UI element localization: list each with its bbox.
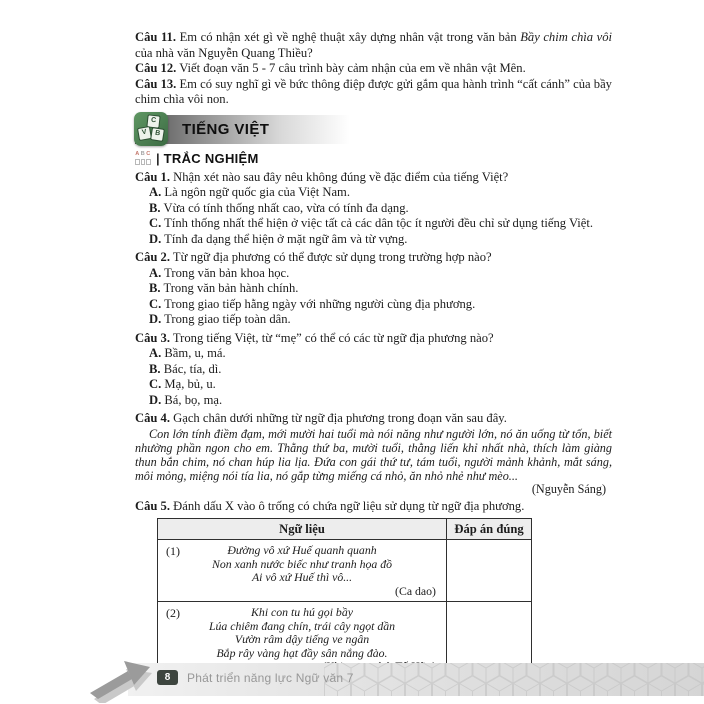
question-label: Câu 11. <box>135 30 176 44</box>
poem-line: Lúa chiêm đang chín, trái cây ngọt dần <box>208 618 396 633</box>
question-text: Nhận xét nào sau đây nêu không đúng về đặc điểm của tiếng Việt? <box>173 169 509 184</box>
question-text: Em có suy nghĩ gì về bức thông điệp được gửi gắm qua hành trình “cất cánh” của bầy chim chìa vôi non. <box>135 76 612 106</box>
divider: | <box>156 150 160 166</box>
question-text: Em có nhận xét gì về nghệ thuật xây dựng nhân vật trong văn bản <box>179 30 521 44</box>
option-label: D. <box>149 231 162 246</box>
table-row <box>158 540 532 602</box>
arrow-icon <box>90 655 166 704</box>
subsection-title: TRẮC NGHIỆM <box>163 150 259 166</box>
option-row <box>135 393 612 409</box>
abc-dot <box>146 159 151 165</box>
option-text: Bầm, u, má. <box>164 346 226 360</box>
question-11 <box>135 30 612 61</box>
option-label: A. <box>149 265 162 280</box>
poem-line: Non xanh nước biếc như tranh họa đồ <box>211 556 393 571</box>
passage: Con lớn tính điềm đạm, mới mười hai tuổi mà nói năng như người lớn, nó ăn uống từ tốn, biết nhường phần ngon cho em. Thằng thứ ba, mười tuổi, thằng liến khỉ nhất nhà, thích làm giàng thun bắn chim, nó chan húp lia lịa. Đứa con gái thứ tư, tám tuổi, người mảnh khảnh, mắt sáng, môi mỏng, miệng nói tía lia, nó gắp từng miếng cá nhỏ, ăn nhỏ nhẻ như mèo... <box>135 426 612 483</box>
exercise-table-wrap <box>157 518 612 678</box>
question-text: Gạch chân dưới những từ ngữ địa phương trong đoạn văn sau đây. <box>173 411 507 425</box>
option-text: Trong giao tiếp toàn dân. <box>164 312 291 326</box>
table-header-cell: Đáp án đúng <box>447 519 532 540</box>
poem-line: Khi con tu hú gọi bầy <box>251 605 353 619</box>
option-row <box>135 346 612 362</box>
mcq-question-3 <box>135 331 612 409</box>
option-text: Mạ, bủ, u. <box>164 377 216 391</box>
exercise-table <box>157 518 532 678</box>
question-text: Từ ngữ địa phương có thể được sử dụng trong trường hợp nào? <box>172 250 492 264</box>
option-row <box>135 201 612 217</box>
question-label: Câu 1. <box>135 169 170 184</box>
option-label: B. <box>149 200 161 215</box>
table-header-cell: Ngữ liệu <box>158 519 447 540</box>
letter-block: B <box>150 127 165 142</box>
question-label: Câu 4. <box>135 411 170 425</box>
question-label: Câu 5. <box>135 498 170 513</box>
option-text: Vừa có tính thống nhất cao, vừa có tính đa dạng. <box>163 200 409 215</box>
poem-line: Đường vô xứ Huế quanh quanh <box>227 543 377 557</box>
poem-line: Vườn râm dậy tiếng ve ngân <box>234 632 370 646</box>
mcq-question-2 <box>135 250 612 328</box>
stimulus-cell <box>158 540 447 602</box>
option-row <box>135 312 612 328</box>
poem-source: (Ca dao) <box>395 583 436 598</box>
option-row <box>135 281 612 297</box>
passage-attribution: (Nguyễn Sáng) <box>531 481 606 496</box>
option-text: Tính thống nhất thể hiện ở việc tất cả các dân tộc ít người đều chỉ sử dụng tiếng Việt. <box>164 216 594 230</box>
letter-block: V <box>137 125 152 140</box>
letter-block: C <box>146 114 160 128</box>
question-text: của nhà văn Nguyễn Quang Thiều? <box>135 45 313 60</box>
option-text: Là ngôn ngữ quốc gia của Việt Nam. <box>164 185 351 199</box>
page-number-badge: 8 <box>157 670 178 685</box>
answer-cell <box>447 540 532 602</box>
work-title: Bầy chim chìa vôi <box>520 30 612 44</box>
question-5 <box>135 499 612 515</box>
question-label: Câu 3. <box>135 330 170 345</box>
option-label: C. <box>149 296 162 311</box>
subsection-header <box>135 150 612 167</box>
footer-title: Phát triển năng lực Ngữ văn 7 <box>187 671 354 685</box>
option-text: Bác, tía, dì. <box>163 361 222 376</box>
mcq-question-1 <box>135 170 612 248</box>
abc-letter: C <box>146 150 151 157</box>
option-text: Bá, bọ, mạ. <box>164 392 223 407</box>
option-label: D. <box>149 392 162 407</box>
question-13 <box>135 77 612 108</box>
question-4 <box>135 411 612 427</box>
abc-letter: A <box>135 150 140 157</box>
abc-dot <box>135 159 140 165</box>
question-label: Câu 2. <box>135 250 170 264</box>
option-label: D. <box>149 312 162 326</box>
poem-line: Ai vô xứ Huế thì vô... <box>251 570 353 584</box>
section-banner <box>135 115 350 144</box>
page-content <box>135 30 612 678</box>
row-number: (1) <box>166 544 180 558</box>
option-row <box>135 362 612 378</box>
poem-line: Bắp rây vàng hạt đầy sân nắng đào. <box>216 645 388 660</box>
option-row <box>135 266 612 282</box>
question-label: Câu 12. <box>135 61 177 75</box>
option-row <box>135 216 612 232</box>
question-text: Trong tiếng Việt, từ “mẹ” có thể có các từ ngữ địa phương nào? <box>172 330 494 345</box>
abc-grid-icon <box>135 152 151 165</box>
option-row <box>135 185 612 201</box>
option-row <box>135 377 612 393</box>
option-label: A. <box>149 185 162 199</box>
option-label: B. <box>149 361 161 376</box>
section-title: TIẾNG VIỆT <box>182 120 270 138</box>
question-text: Đánh dấu X vào ô trống có chứa ngữ liệu sử dụng từ ngữ địa phương. <box>173 498 525 513</box>
row-number: (2) <box>166 606 180 620</box>
option-row <box>135 232 612 248</box>
question-text: Viết đoạn văn 5 - 7 câu trình bày cảm nhận của em về nhân vật Mên. <box>179 61 526 75</box>
option-text: Trong giao tiếp hằng ngày với những người cùng địa phương. <box>164 296 476 311</box>
question-label: Câu 13. <box>135 76 177 91</box>
option-text: Tính đa dạng thể hiện ở mặt ngữ âm và từ vựng. <box>164 231 408 246</box>
abc-dot <box>141 159 146 165</box>
option-label: C. <box>149 216 162 230</box>
option-label: A. <box>149 346 162 360</box>
hex-pattern-icon <box>324 663 704 696</box>
option-label: B. <box>149 281 161 295</box>
option-row <box>135 297 612 313</box>
letter-blocks-icon <box>134 112 168 146</box>
option-text: Trong văn bản hành chính. <box>163 281 299 295</box>
question-12 <box>135 61 612 77</box>
option-text: Trong văn bản khoa học. <box>164 265 290 280</box>
abc-letter: B <box>140 150 145 157</box>
option-label: C. <box>149 377 162 391</box>
